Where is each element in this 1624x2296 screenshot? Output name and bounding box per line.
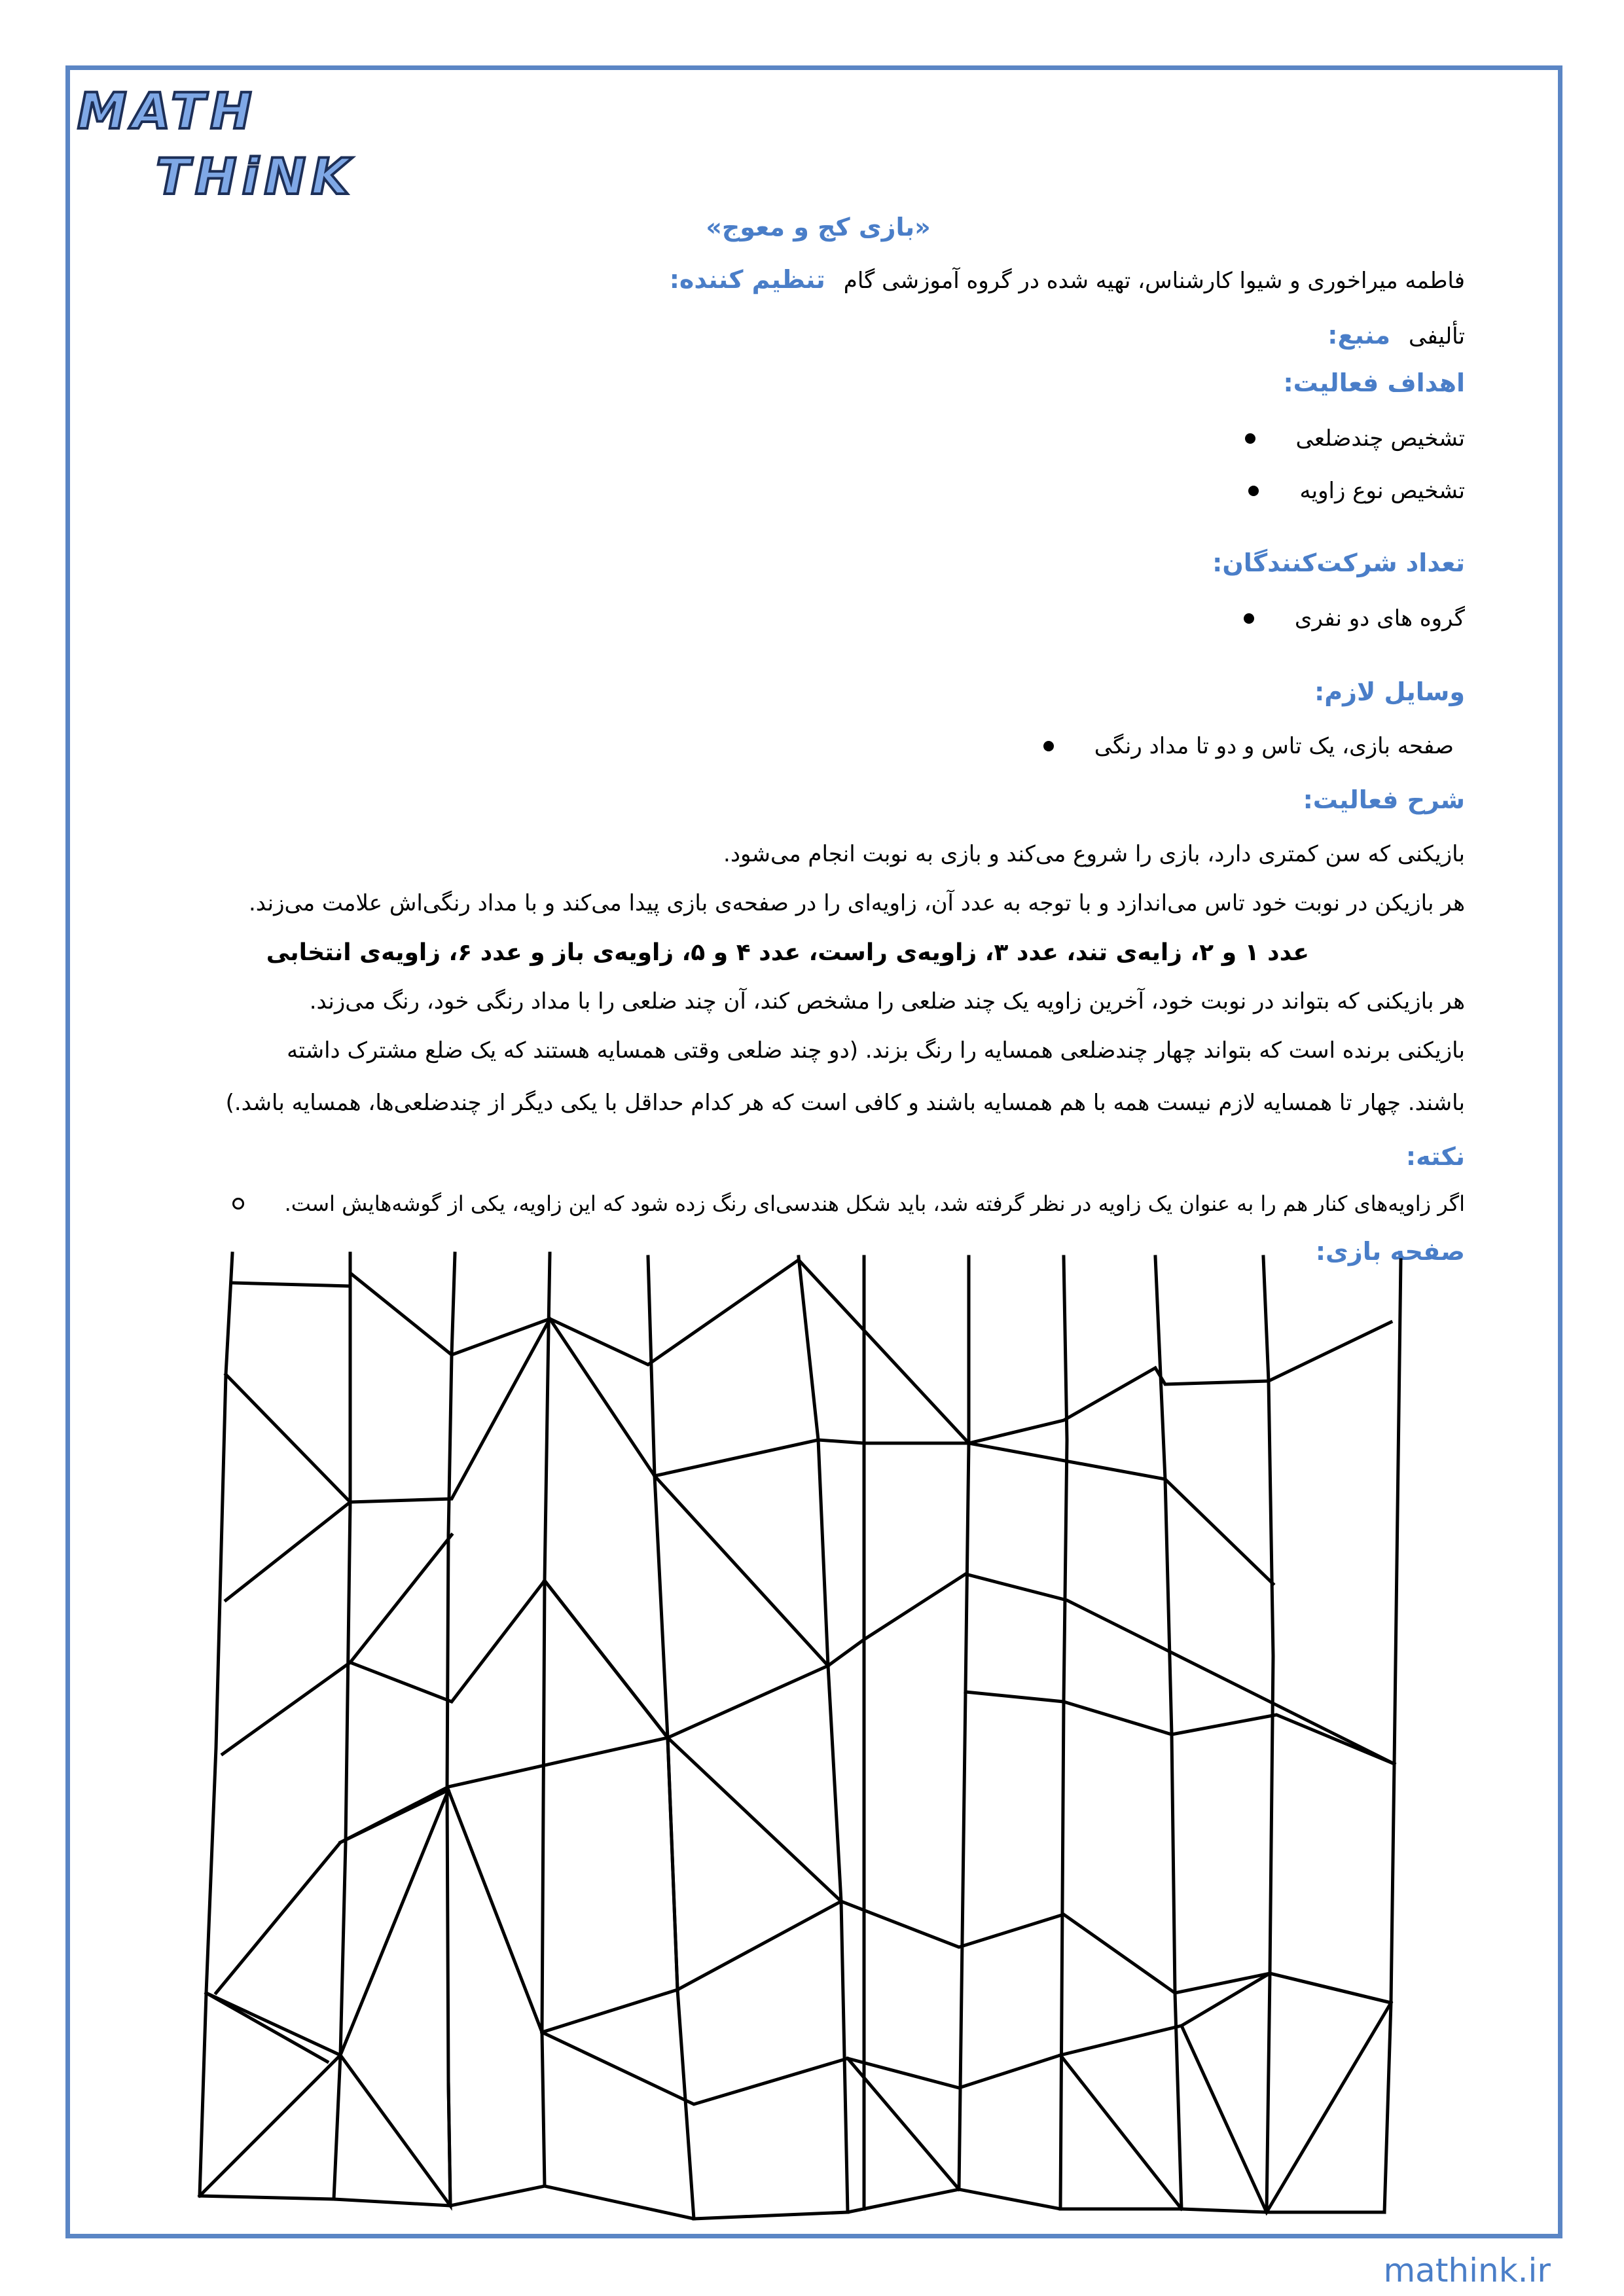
board-line (542, 2032, 959, 2189)
note-heading: نکته: (1405, 1142, 1465, 1171)
board-line (965, 1692, 1394, 1764)
materials-heading: وسایل لازم: (1314, 677, 1465, 706)
note-item-text: اگر زاویه‌های کنار هم را به عنوان یک زاویه در نظر گرفته شد، باید شکل هندسی‌ای رنگ زده شود که این زاویه، یکی از گوشه‌هایش است. (284, 1191, 1465, 1216)
participants-heading: تعداد شرکت‌کنندگان: (1212, 548, 1465, 577)
board-line (1384, 1260, 1401, 2212)
organizer-label: تنظیم کننده: (669, 265, 825, 294)
board-line (226, 1319, 1273, 1584)
board-line (668, 1738, 841, 1990)
site-url[interactable]: mathink.ir (1383, 2251, 1551, 2289)
board-line (200, 2186, 1384, 2219)
description-paragraph-1: بازیکنی که سن کمتری دارد، بازی را شروع می‌کند و بازی به نوبت انجام می‌شود. (723, 841, 1465, 867)
description-paragraph-2: هر بازیکن در نوبت خود تاس می‌اندازد و با توجه به عدد آن، زاویه‌ای را در صفحه‌ی بازی پیدا می‌کند و با مداد رنگی‌اش علامت می‌زند. (248, 890, 1465, 916)
board-line (959, 1257, 969, 2189)
board-line (206, 1993, 327, 2062)
source-value: تألیفی (1409, 323, 1465, 350)
board-line (848, 2055, 1182, 2209)
board-line (226, 1502, 350, 1600)
board-line (206, 1790, 677, 2055)
description-paragraph-3: هر بازیکنی که بتواند در نوبت خود، آخرین زاویه یک چند ضلعی را مشخص کند، آن چند ضلعی را با مداد رنگی خود، رنگ می‌زند. (309, 988, 1465, 1014)
board-line (232, 1260, 1391, 1443)
board-line (200, 2055, 450, 2206)
board-heading: صفحه بازی: (1315, 1237, 1465, 1266)
board-line (1263, 1257, 1273, 2212)
board-line (1060, 2003, 1391, 2212)
description-paragraph-5: باشند. چهار تا همسایه لازم نیست همه با هم همسایه باشند و کافی است که هر کدام حداقل با یکی دیگر از چندضلعی‌ها، همسایه باشد.) (225, 1090, 1465, 1116)
board-line (216, 1790, 448, 1993)
page-title: «بازی کج و معوج» (706, 213, 931, 242)
board-line (655, 1476, 1394, 1764)
board-line (542, 1253, 550, 2186)
description-heading: شرح فعالیت: (1303, 785, 1465, 814)
board-line (545, 1581, 668, 1738)
logo-word-think: THiNK (156, 147, 355, 206)
goals-heading: اهداف فعالیت: (1283, 368, 1465, 397)
goal-item-text: تشخیص چندضلعی (1295, 425, 1465, 452)
board-line (1270, 1973, 1391, 2003)
board-line (447, 1253, 455, 2206)
source-label: منبع: (1327, 321, 1391, 350)
logo-word-math: MATH (77, 82, 257, 140)
goal-item-text: تشخیص نوع زاویه (1299, 478, 1465, 504)
board-line (200, 1253, 232, 2196)
organizer-value: فاطمه میراخوری و شیوا کارشناس، تهیه شده در گروه آموزشی گام (843, 268, 1465, 294)
board-line (1060, 1257, 1067, 2209)
board-line (799, 1257, 848, 2212)
board-line (223, 1535, 452, 1754)
materials-item-text: صفحه بازی، یک تاس و دو تا مداد رنگی (1094, 733, 1454, 759)
description-paragraph-4: بازیکنی برنده است که بتواند چهار چندضلعی همسایه را رنگ بزند. (دو چند ضلعی وقتی همسایه هستند که یک ضلع مشترک داشته (287, 1037, 1465, 1064)
board-line (350, 1581, 828, 1738)
participants-item-text: گروه های دو نفری (1294, 605, 1465, 632)
dice-rule: عدد ۱ و ۲، زایه‌ی تند، عدد ۳، زاویه‌ی راست، عدد ۴ و ۵، زاویه‌ی باز و عدد ۶، زاویه‌ی انتخابی (266, 939, 1309, 966)
